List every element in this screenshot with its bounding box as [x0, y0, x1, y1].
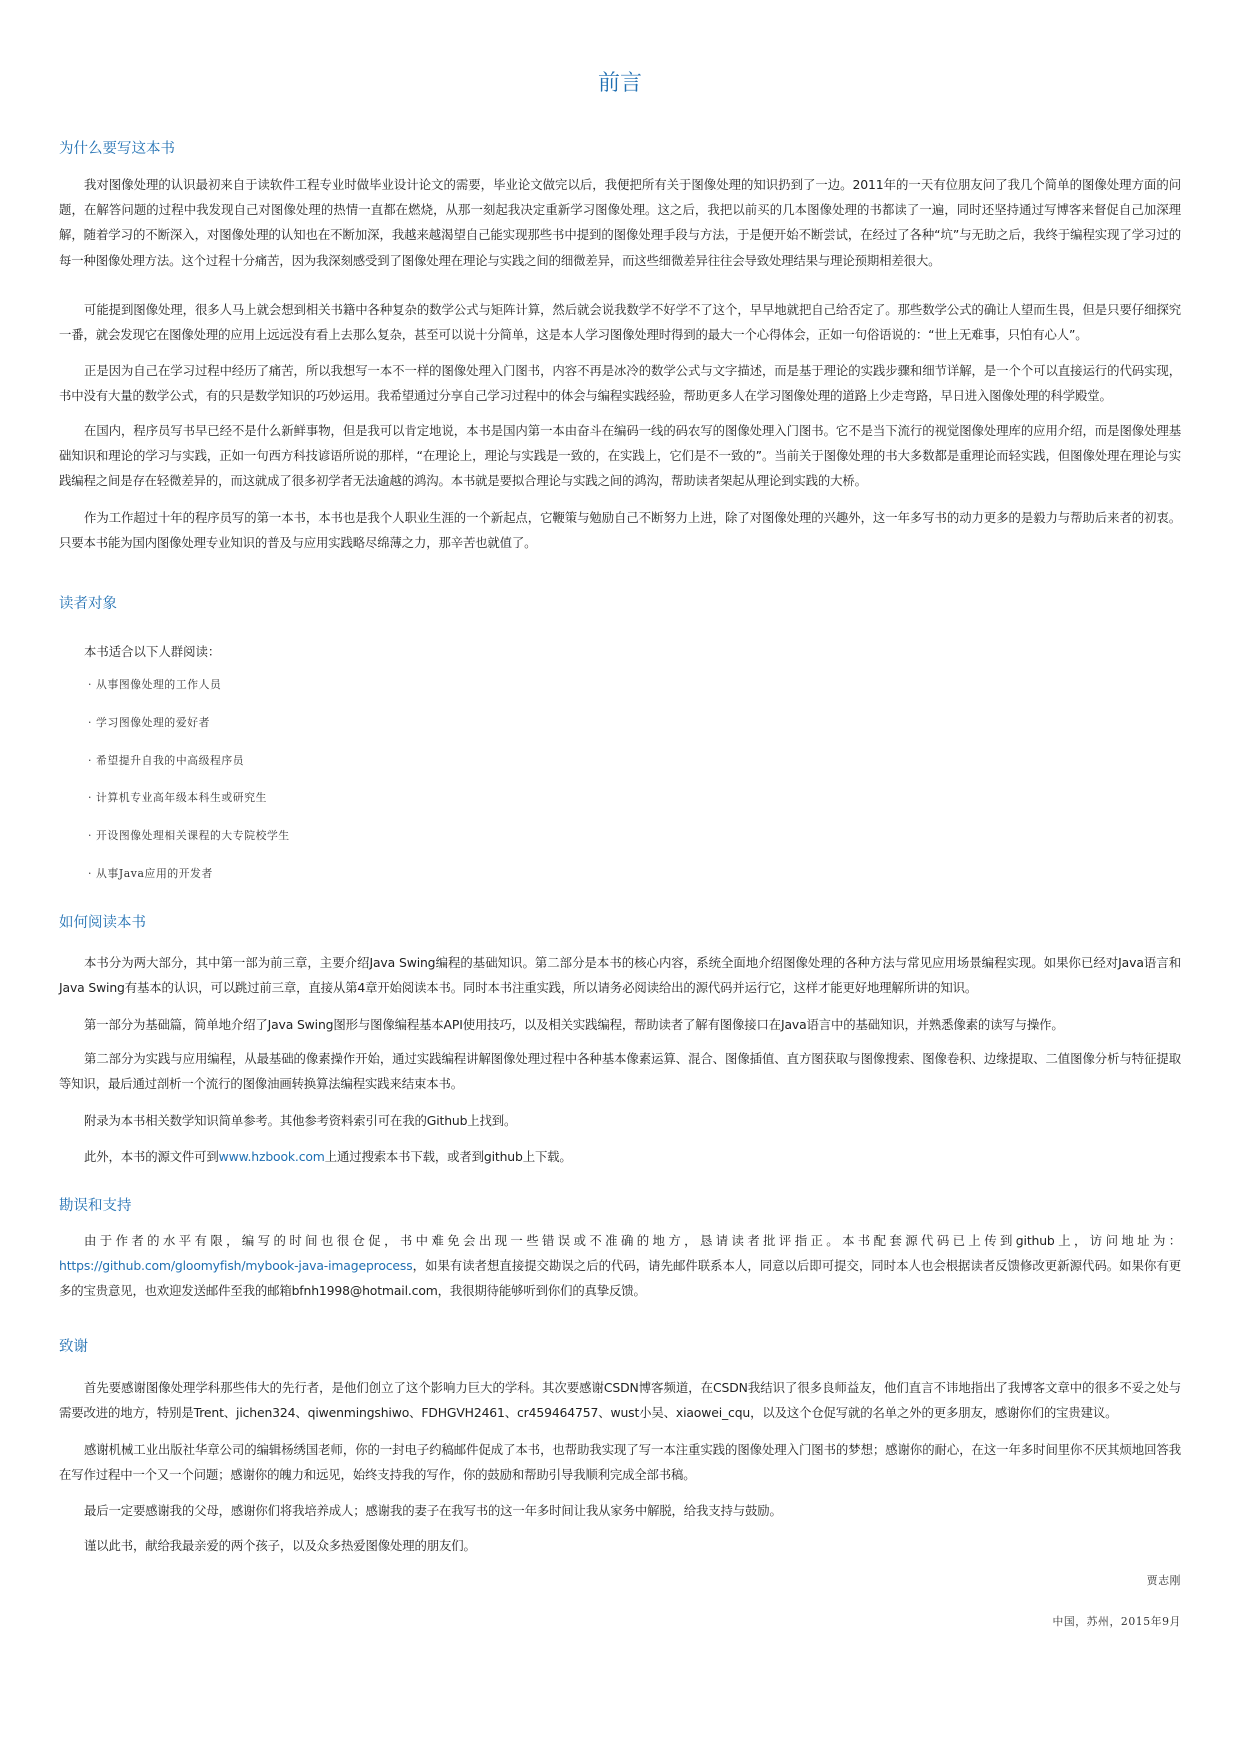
list-item: · 从事图像处理的工作人员	[88, 678, 222, 691]
paragraph: 最后一定要感谢我的父母，感谢你们将我培养成人；感谢我的妻子在我写书的这一年多时间让我从家务中解脱，给我支持与鼓励。	[84, 1503, 782, 1518]
paragraph: 作为工作超过十年的程序员写的第一本书，本书也是我个人职业生涯的一个新起点，它鞭策与勉励自己不断努力上进，除了对图像处理的兴趣外，这一年多写书的动力更多的是毅力与帮助后来者的初衷。只要本书能为国内图像处理专业知识的普及与应用实践略尽绵薄之力，那辛苦也就值了。	[59, 510, 1181, 551]
paragraph: 首先要感谢图像处理学科那些伟大的先行者，是他们创立了这个影响力巨大的学科。其次要感谢CSDN博客频道，在CSDN我结识了很多良师益友，他们直言不讳地指出了我博客文章中的很多不妥之处与需要改进的地方，特别是Trent、jichen324、qiwenmingshiwo、FDHGVH2461、cr459464757、wust小吴、xiaowei_cqu，以及这个仓促写就的名单之外的更多朋友，感谢你们的宝贵建议。	[59, 1380, 1181, 1421]
list-item: · 开设图像处理相关课程的大专院校学生	[88, 829, 290, 843]
list-item: · 希望提升自我的中高级程序员	[88, 753, 245, 767]
paragraph: 可能提到图像处理，很多人马上就会想到相关书籍中各种复杂的数学公式与矩阵计算，然后就会说我数学不好学不了这个，早早地就把自己给否定了。那些数学公式的确让人望而生畏，但是只要仔细探究一番，就会发现它在图像处理的应用上远远没有看上去那么复杂，甚至可以说十分简单，这是本人学习图像处理时得到的最大一个心得体会，正如一句俗语说的：“世上无难事，只怕有心人”。	[59, 302, 1181, 343]
list-item: · 计算机专业高年级本科生或研究生	[88, 791, 267, 805]
list-item: · 从事Java应用的开发者	[88, 866, 213, 880]
paragraph: 附录为本书相关数学知识简单参考。其他参考资料索引可在我的Github上找到。	[84, 1113, 517, 1128]
section-heading-how: 如何阅读本书	[59, 915, 146, 931]
author-signature: 贾志刚	[1146, 1574, 1181, 1587]
readers-list	[88, 677, 290, 904]
section-heading-why: 为什么要写这本书	[59, 141, 175, 157]
place-date: 中国，苏州，2015年9月	[1052, 1615, 1181, 1628]
hzbook-link[interactable]: www.hzbook.com	[218, 1149, 325, 1164]
paragraph: 第二部分为实践与应用编程，从最基础的像素操作开始，通过实践编程讲解图像处理过程中各种基本像素运算、混合、图像插值、直方图获取与图像搜索、图像卷积、边缘提取、二值图像分析与特征提取等知识，最后通过剖析一个流行的图像油画转换算法编程实践来结束本书。	[59, 1051, 1181, 1092]
section-heading-errata: 勘误和支持	[59, 1198, 132, 1214]
paragraph: 谨以此书，献给我最亲爱的两个孩子，以及众多热爱图像处理的朋友们。	[84, 1538, 476, 1553]
paragraph: 此外，本书的源文件可到www.hzbook.com上通过搜索本书下载，或者到github上下载。	[84, 1149, 572, 1164]
github-link[interactable]: https://github.com/gloomyfish/mybook-java-imageprocess	[59, 1258, 413, 1274]
paragraph: 正是因为自己在学习过程中经历了痛苦，所以我想写一本不一样的图像处理入门图书，内容不再是冰冷的数学公式与文字描述，而是基于理论的实践步骤和细节详解，是一个个可以直接运行的代码实现，书中没有大量的数学公式，有的只是数学知识的巧妙运用。我希望通过分享自己学习过程中的体会与编程实践经验，帮助更多人在学习图像处理的道路上少走弯路，早日进入图像处理的科学殿堂。	[59, 363, 1181, 404]
readers-intro: 本书适合以下人群阅读：	[84, 644, 221, 659]
list-item: · 学习图像处理的爱好者	[88, 715, 211, 729]
section-heading-thanks: 致谢	[59, 1339, 88, 1355]
paragraph: 本书分为两大部分，其中第一部为前三章，主要介绍Java Swing编程的基础知识。第二部分是本书的核心内容，系统全面地介绍图像处理的各种方法与常见应用场景编程实现。如果你已经对Java语言和Java Swing有基本的认识，可以跳过前三章，直接从第4章开始阅读本书。同时本书注重实践，所以请务必阅读给出的源代码并运行它，这样才能更好地理解所讲的知识。	[59, 955, 1181, 996]
paragraph: 第一部分为基础篇，简单地介绍了Java Swing图形与图像编程基本API使用技巧，以及相关实践编程，帮助读者了解有图像接口在Java语言中的基础知识，并熟悉像素的读写与操作。	[84, 1017, 1064, 1032]
page-title: 前言	[597, 71, 642, 96]
paragraph: 感谢机械工业出版社华章公司的编辑杨绣国老师，你的一封电子约稿邮件促成了本书，也帮助我实现了写一本注重实践的图像处理入门图书的梦想；感谢你的耐心，在这一年多时间里你不厌其烦地回答我在写作过程中一个又一个问题；感谢你的魄力和远见，始终支持我的写作，你的鼓励和帮助引导我顺利完成全部书稿。	[59, 1442, 1181, 1483]
paragraph: 我对图像处理的认识最初来自于读软件工程专业时做毕业设计论文的需要，毕业论文做完以后，我便把所有关于图像处理的知识扔到了一边。2011年的一天有位朋友问了我几个简单的图像处理方面的问题，在解答问题的过程中我发现自己对图像处理的热情一直都在燃烧，从那一刻起我决定重新学习图像处理。这之后，我把以前买的几本图像处理的书都读了一遍，同时还坚持通过写博客来督促自己加深理解，随着学习的不断深入，对图像处理的认知也在不断加深，我越来越渴望自己能实现那些书中提到的图像处理手段与方法，于是便开始不断尝试，在经过了各种“坑”与无助之后，我终于编程实现了学习过的每一种图像处理方法。这个过程十分痛苦，因为我深刻感受到了图像处理在理论与实践之间的细微差异，而这些细微差异往往会导致处理结果与理论预期相差很大。	[59, 177, 1181, 268]
paragraph: 由于作者的水平有限，编写的时间也很仓促，书中难免会出现一些错误或不准确的地方，恳请读者批评指正。本书配套源代码已上传到github上，访问地址为：https://github.com/gloomyfish/mybook-java-imageprocess，如果有读者想直接提交勘误之后的代码，请先邮件联系本人，同意以后即可提交，同时本人也会根据读者反馈修改更新源代码。如果你有更多的宝贵意见，也欢迎发送邮件至我的邮箱bfnh1998@hotmail.com，我很期待能够听到你们的真挚反馈。	[59, 1233, 1181, 1299]
paragraph: 在国内，程序员写书早已经不是什么新鲜事物，但是我可以肯定地说，本书是国内第一本由奋斗在编码一线的码农写的图像处理入门图书。它不是当下流行的视觉图像处理库的应用介绍，而是图像处理基础知识和理论的学习与实践，正如一句西方科技谚语所说的那样，“在理论上，理论与实践是一致的，在实践上，它们是不一致的”。当前关于图像处理的书大多数都是重理论而轻实践，但图像处理在理论与实践编程之间是存在轻微差异的，而这就成了很多初学者无法逾越的鸿沟。本书就是要拟合理论与实践之间的鸿沟，帮助读者架起从理论到实践的大桥。	[59, 423, 1181, 489]
section-heading-readers: 读者对象	[59, 596, 117, 612]
